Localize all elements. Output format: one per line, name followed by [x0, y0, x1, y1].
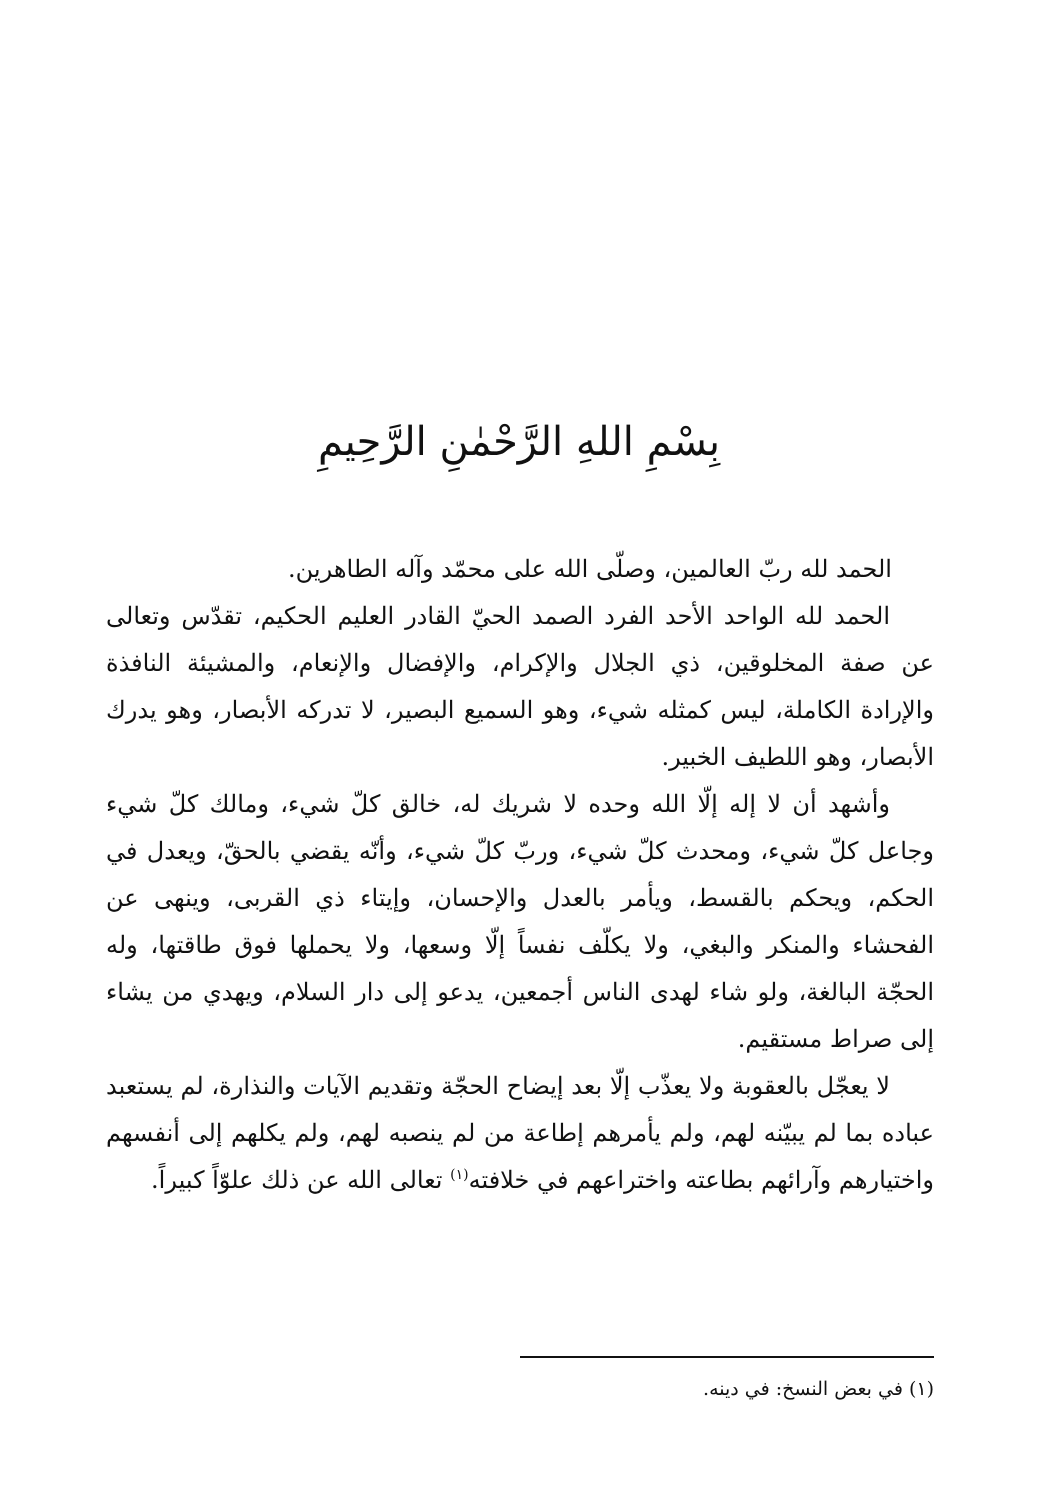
paragraph-justice-text: لا يعجّل بالعقوبة ولا يعذّب إلّا بعد إيضاح الحجّة وتقديم الآيات والنذارة، لم يستعبد عباده بما لم يبيّنه لهم، ولم يأمرهم إطاعة من لم ينصبه لهم، ولم يكلهم إلى أنفسهم واختيارهم وآرائهم بطاعته واختراعهم في خلافته — [106, 1072, 934, 1194]
footnote-marker: (١) — [450, 1167, 469, 1183]
paragraph-justice-ending: تعالى الله عن ذلك علوّاً كبيراً. — [151, 1166, 451, 1194]
paragraph-testimony: وأشهد أن لا إله إلّا الله وحده لا شريك له، خالق كلّ شيء، ومالك كلّ شيء وجاعل كلّ شيء، ومحدث كلّ شيء، وربّ كلّ شيء، وأنّه يقضي بالحقّ، ويعدل في الحكم، ويحكم بالقسط، ويأمر بالعدل والإحسان، وإيتاء ذي القربى، وينهى عن الفحشاء والمنكر والبغي، ولا يكلّف نفساً إلّا وسعها، ولا يحملها فوق طاقتها، وله الحجّة البالغة، ولو شاء لهدى الناس أجمعين، يدعو إلى دار السلام، ويهدي من يشاء إلى صراط مستقيم. — [106, 790, 934, 1053]
main-text — [106, 546, 934, 1204]
opening-praise-line: الحمد لله ربّ العالمين، وصلّى الله على محمّد وآله الطاهرين. — [288, 555, 892, 583]
paragraph-divine-attributes: الحمد لله الواحد الأحد الفرد الصمد الحيّ القادر العليم الحكيم، تقدّس وتعالى عن صفة المخلوقين، ذي الجلال والإكرام، والإفضال والإنعام، والمشيئة النافذة والإرادة الكاملة، ليس كمثله شيء، وهو السميع البصير، لا تدركه الأبصار، وهو يدرك الأبصار، وهو اللطيف الخبير. — [106, 602, 934, 771]
paragraph-justice — [106, 1063, 934, 1204]
basmala-heading: بِسْمِ اللهِ الرَّحْمٰنِ الرَّحِيمِ — [317, 419, 721, 465]
footnote-text: (١) في بعض النسخ: في دينه. — [703, 1378, 934, 1400]
footnote-divider — [520, 1356, 934, 1358]
